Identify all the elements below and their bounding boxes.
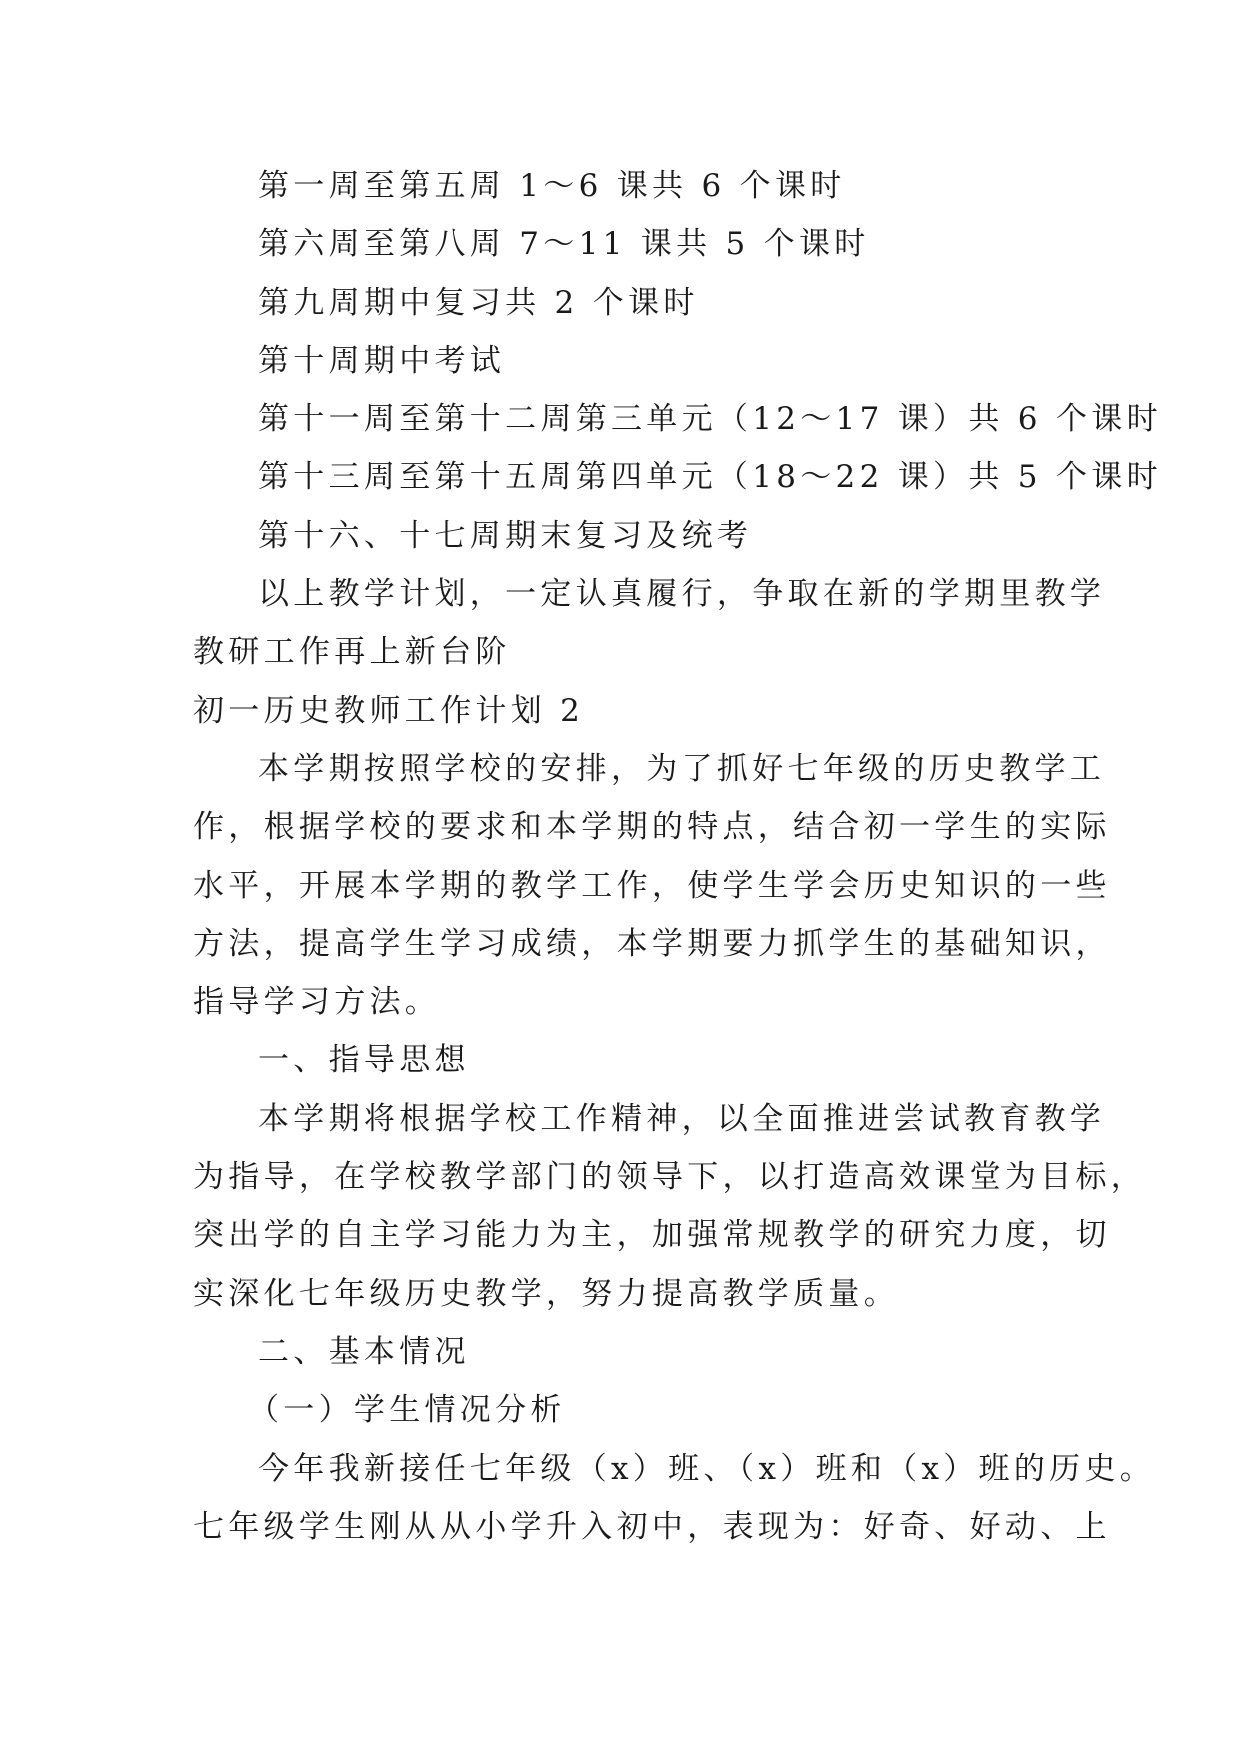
text-line: 二、基本情况 <box>258 1333 470 1370</box>
text-line: 第九周期中复习共 2 个课时 <box>258 284 699 321</box>
text-line: 第十六、十七周期末复习及统考 <box>258 517 753 554</box>
document-body <box>193 157 1162 1556</box>
text-line: （一）学生情况分析 <box>248 1392 566 1429</box>
text-line: 指导学习方法。 <box>193 984 441 1021</box>
text-line: 水平，开展本学期的教学工作，使学生学会历史知识的一些 <box>193 867 1111 904</box>
text-line: 教研工作再上新台阶 <box>193 634 511 671</box>
text-line: 本学期将根据学校工作精神，以全面推进尝试教育教学 <box>258 1100 1106 1137</box>
text-line: 初一历史教师工作计划 2 <box>193 692 585 729</box>
text-line: 为指导，在学校教学部门的领导下，以打造高效课堂为目标， <box>193 1159 1147 1196</box>
text-line: 以上教学计划，一定认真履行，争取在新的学期里教学 <box>258 576 1106 613</box>
text-line: 第十三周至第十五周第四单元（18～22 课）共 5 个课时 <box>258 459 1162 496</box>
text-line: 本学期按照学校的安排，为了抓好七年级的历史教学工 <box>258 750 1106 787</box>
text-line: 实深化七年级历史教学，努力提高教学质量。 <box>193 1275 899 1312</box>
text-line: 第一周至第五周 1～6 课共 6 个课时 <box>258 168 846 204</box>
text-line: 第十周期中考试 <box>258 342 506 379</box>
text-line: 突出学的自主学习能力为主，加强常规教学的研究力度，切 <box>193 1217 1111 1254</box>
text-line: 第六周至第八周 7～11 课共 5 个课时 <box>258 226 870 263</box>
text-line: 今年我新接任七年级（x）班、（x）班和（x）班的历史。 <box>258 1450 1156 1487</box>
text-line: 方法，提高学生学习成绩，本学期要力抓学生的基础知识， <box>193 925 1111 962</box>
text-line: 第十一周至第十二周第三单元（12～17 课）共 6 个课时 <box>258 401 1162 438</box>
text-line: 七年级学生刚从从小学升入初中，表现为：好奇、好动、上 <box>193 1508 1111 1545</box>
text-line: 作，根据学校的要求和本学期的特点，结合初一学生的实际 <box>193 809 1111 846</box>
text-line: 一、指导思想 <box>258 1042 470 1079</box>
